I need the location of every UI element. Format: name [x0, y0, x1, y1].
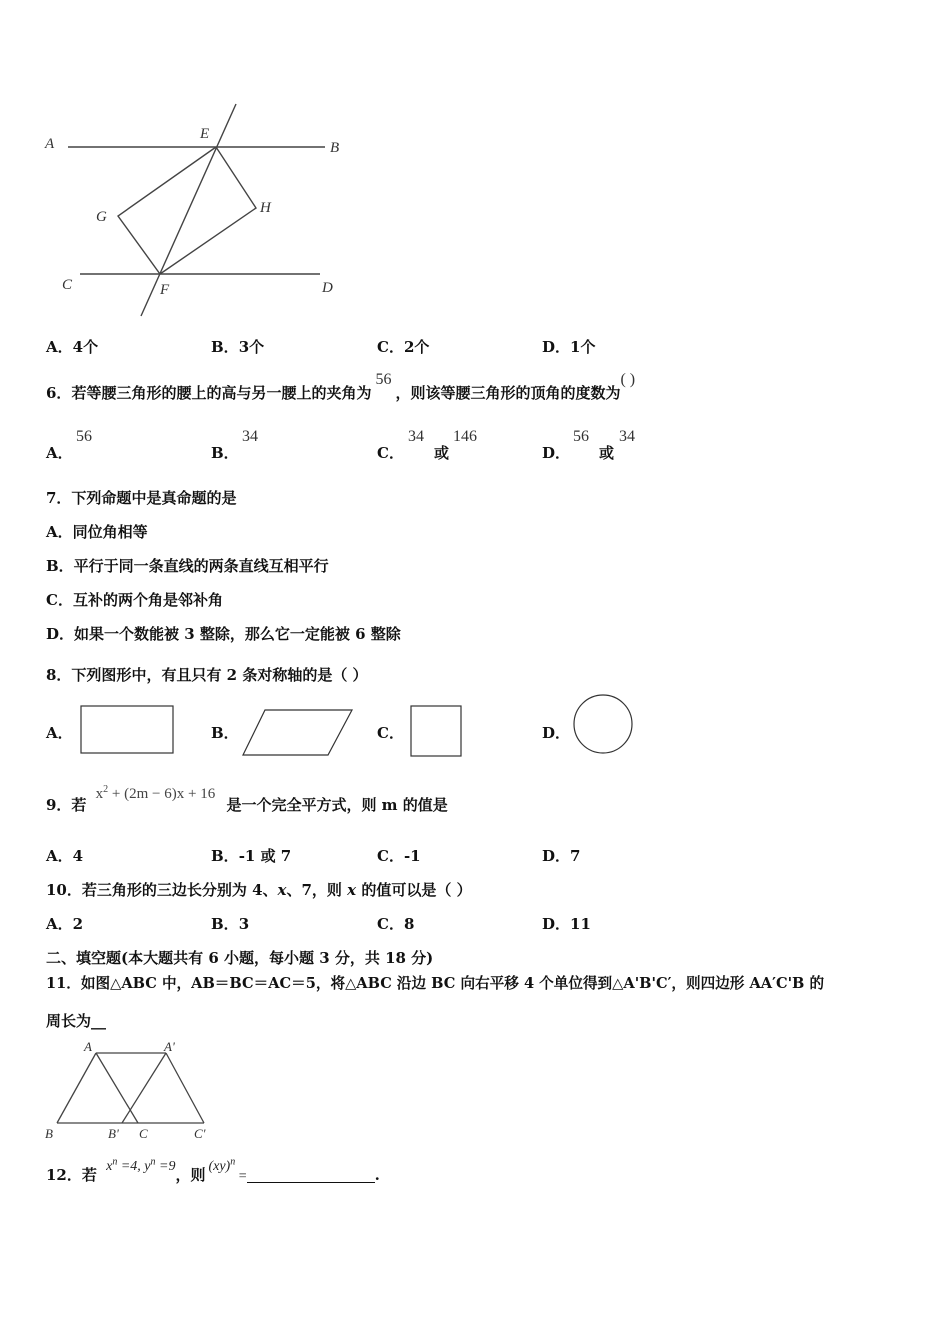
- q9-option-c[interactable]: C．-1: [377, 847, 421, 865]
- transversal-ef: [141, 104, 236, 316]
- q6-option-c-value2: 146: [453, 428, 477, 445]
- label-c: C: [62, 277, 73, 293]
- q11-label-b: B: [45, 1126, 53, 1141]
- q6-option-c-or: 或: [434, 444, 450, 462]
- q6-angle: 56: [375, 371, 392, 388]
- q9-options: [46, 845, 906, 869]
- q5-options: [46, 336, 906, 360]
- q10-option-c[interactable]: C．8: [377, 915, 415, 933]
- label-f: F: [160, 282, 170, 298]
- q8-shape-rectangle: [80, 705, 176, 755]
- q7-stem: 7．下列命题中是真命题的是: [46, 489, 237, 507]
- q7-option-d[interactable]: D．如果一个数能被 3 整除，那么它一定能被 6 整除: [46, 625, 401, 643]
- q11-stem-line1: 11．如图△ABC 中，AB＝BC＝AC＝5，将△ABC 沿边 BC 向右平移 4 个单位得到△A'B'C′，则四边形 AA′C'B 的: [46, 975, 825, 992]
- q9-option-b[interactable]: B．-1 或 7: [211, 847, 292, 865]
- q6-option-c[interactable]: C．: [377, 444, 404, 462]
- q6-option-d[interactable]: D．: [542, 444, 571, 462]
- q5-option-b[interactable]: B．3个: [211, 338, 265, 356]
- q6-options: [46, 428, 906, 464]
- q6-option-d-value2: 34: [619, 428, 635, 445]
- section-2-heading: 二、填空题(本大题共有 6 小题，每小题 3 分，共 18 分): [46, 949, 434, 967]
- q11-label-a: A: [84, 1039, 92, 1054]
- q8-option-d[interactable]: D．: [542, 724, 571, 742]
- label-h: H: [260, 200, 271, 216]
- q8-option-b[interactable]: B．: [211, 724, 239, 742]
- q9-stem: 9．若 $x^2 + (2m - 6)x + 16$ 是一个完全平方式，则 m 的值是: [46, 784, 448, 814]
- q10-option-b[interactable]: B．3: [211, 915, 250, 933]
- q9-expression: $x^2 + (2m - 6)x + 16$: [95, 784, 216, 802]
- q6-option-b-value: 34: [242, 428, 258, 445]
- q10-options: [46, 913, 906, 937]
- q8-option-c[interactable]: C．: [377, 724, 404, 742]
- q6-option-d-value1: 56: [573, 428, 589, 445]
- q6-option-c-value1: 34: [408, 428, 424, 445]
- label-b: B: [330, 140, 340, 156]
- q6-option-d-or: 或: [599, 444, 615, 462]
- q11-label-a-prime: A': [164, 1039, 175, 1054]
- q12-expression: (xy)$^n$: [208, 1156, 236, 1174]
- q10-option-d[interactable]: D．11: [542, 915, 591, 933]
- q6-option-a-value: 56: [76, 428, 92, 445]
- q6-stem: 6．若等腰三角形的腰上的高与另一腰上的夹角为56，则该等腰三角形的顶角的度数为( ): [46, 371, 636, 402]
- q9-option-d[interactable]: D．7: [542, 847, 581, 865]
- label-a: A: [45, 136, 55, 152]
- q8-shape-square: [410, 705, 464, 759]
- q8-option-a[interactable]: A．: [46, 724, 73, 742]
- q11-stem-line2: 周长为__: [46, 1012, 107, 1030]
- quadrilateral-eghf: [118, 147, 256, 274]
- q11-figure-translated-triangles: [42, 1036, 222, 1146]
- q7-option-a[interactable]: A．同位角相等: [46, 523, 148, 541]
- q8-shape-parallelogram: [240, 707, 356, 759]
- q7-option-c[interactable]: C．互补的两个角是邻补角: [46, 591, 223, 609]
- q12-stem: 12．若 $x^n =4$, $y^n =9$，则 (xy)$^n$ = .: [46, 1156, 380, 1184]
- figure-parallel-lines: [40, 100, 360, 322]
- q5-option-c[interactable]: C．2个: [377, 338, 430, 356]
- q8-shape-circle: [572, 693, 636, 757]
- q12-condition: $x^n =4$, $y^n =9$: [106, 1156, 176, 1174]
- q10-option-a[interactable]: A．2: [46, 915, 84, 933]
- label-d: D: [322, 280, 333, 296]
- q8-stem: 8．下列图形中，有且只有 2 条对称轴的是（ ）: [46, 666, 368, 684]
- q11-label-c-prime: C': [194, 1126, 206, 1141]
- q6-option-a[interactable]: A．: [46, 444, 73, 462]
- label-e: E: [200, 126, 210, 142]
- q5-option-d[interactable]: D．1个: [542, 338, 596, 356]
- q5-option-a[interactable]: A．4个: [46, 338, 99, 356]
- q9-option-a[interactable]: A．4: [46, 847, 84, 865]
- q11-label-c: C: [139, 1126, 148, 1141]
- q7-option-b[interactable]: B．平行于同一条直线的两条直线互相平行: [46, 557, 329, 575]
- q11-label-b-prime: B': [108, 1126, 119, 1141]
- q12-answer-blank[interactable]: [247, 1164, 375, 1183]
- q6-option-b[interactable]: B．: [211, 444, 239, 462]
- label-g: G: [96, 209, 107, 225]
- q10-stem: 10．若三角形的三边长分别为 4、x、7，则 x 的值可以是（ ）: [46, 881, 472, 899]
- q6-paren: ( ): [620, 371, 636, 388]
